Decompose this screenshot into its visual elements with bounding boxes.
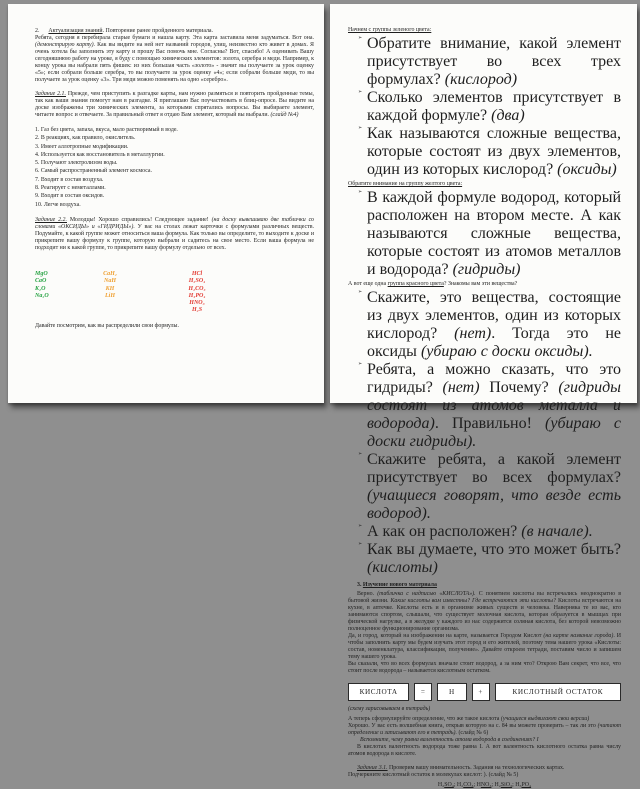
text-segment: Почему? [479,379,559,396]
text-segment: Как вы думаете, что это может быть? [367,541,621,558]
formula-residue-part: NO₃ [480,782,492,788]
red-group-block [348,289,621,577]
question-text [367,523,621,541]
hydrides-column-yellow [80,271,140,315]
question-bullet [348,541,621,577]
arrow-bullet-icon: ➢ [358,451,363,457]
text-segment: . Правильно! [434,415,546,432]
formula: MgO [35,270,48,277]
diagram-box-equals: = [414,683,432,701]
question-text [367,361,621,451]
answer: (нет) [454,325,492,342]
question-text [367,189,621,279]
yellow-group-block [348,181,621,279]
acid-scheme-diagram [348,683,621,701]
formula: H₂SO₄ [188,278,206,285]
yellow-group-heading: Обратите внимание на группу желтого цвета: [348,181,463,187]
intro-paragraph [35,35,314,84]
question-bullet [348,35,621,89]
formula: Na₂O [35,292,49,299]
formula-hydrogen-part: H₂ [494,782,501,788]
formula [456,782,477,788]
arrow-bullet-icon: ➢ [358,189,363,195]
section-title: Актуализация знаний [48,28,103,34]
text-segment: Да, и город, который на изображении на карте, называется Городом Кислот [348,633,544,639]
arrow-bullet-icon: ➢ [358,361,363,367]
stage-direction: (убираю с доски оксиды). [420,343,593,360]
text-segment: Прежде, чем приступить к разгадке карты, нам нужно размяться и повторить пройденные темы, так как ваши знания помогут нам в разгадке. Я приглашаю Вас поучаствовать в блиц-опросе. Вы видите на доске изображены три химических элемента, за которыми спрятались вопросы. Вы выбираете элемент, читаете вопрос и отвечаете. За правильный ответ я отдаю Вам элемент, который вы выбрали. [35,91,314,118]
formula: CaH₂ [103,270,117,277]
right-page [330,4,637,788]
valence-question-line: Вспомните, чему равна валентность атома водорода в соединениях? I [360,737,539,743]
stage-direction: (на карте название города) [543,633,614,639]
question-text [367,89,621,125]
formula-hydrogen-part: H₂ [456,782,464,788]
text-segment: А как он расположен? [367,523,522,540]
question: Какие кислоты вам известны? Где встречаются эти кислоты? [390,598,556,604]
question-text [367,451,621,523]
formula-hydrogen-part: H₃ [515,782,522,788]
acids-column-red [152,271,242,315]
green-group-block [348,27,621,179]
quiz-item: 7. Входит в состав воздуха. [35,176,104,183]
section-3-heading [348,582,621,589]
arrow-bullet-icon: ➢ [358,541,363,547]
formula [476,782,495,788]
valence-explanation: В кислотах валентность водорода тоже равна I. А вот валентность кислотного остатка равна числу атомов водорода в кислоте. [348,744,621,757]
section-title: Изучение нового материала [362,582,437,588]
stage-direction: (на доску вывешиваю две таблички со словами «ОКСИДЫ» и «ГИДРИДЫ»). [35,216,314,230]
closing-line: Давайте посмотрим, как вы распределили свои формулы. [35,322,179,329]
formula [515,782,531,788]
new-material-paragraph-2 [348,633,621,661]
stage-direction: (учащиеся выдвигают свои версии) [500,716,590,722]
text-segment: . Тогда это не оксиды [367,325,622,360]
question: Обратите внимание, какой элемент присутствует во всех трех формулах? [367,35,621,88]
quiz-item: 10. Легче воздуха. [35,201,81,208]
answer: (два) [491,107,525,124]
oxides-column-green [35,271,80,315]
text-segment: Проверим вашу внимательность. Задания на технологических картах. [387,765,565,771]
section-number: 3. [357,582,363,588]
arrow-bullet-icon: ➢ [358,89,363,95]
question: Как называются сложные вещества, которые состоят из двух элементов, один из которых кислород? [367,125,621,178]
slide-reference: (слайд № 6) [457,730,489,736]
formula-residue-part: SiO₃ [500,782,513,788]
section-subtitle: . Повторение ранее пройденного материала. [102,28,214,34]
separator: ; [491,782,495,788]
formula: K₂O [35,285,46,292]
text-segment: ? Знакомы вам эти вещества? [443,281,518,287]
text-segment: Скажите, это вещества, состоящие из двух элементов, один из которых кислород? [367,289,621,342]
formula: H₃PO₄ [188,292,206,299]
formula [438,782,454,788]
diagram-box-acid-residue: КИСЛОТНЫЙ ОСТАТОК [495,683,621,701]
arrow-bullet-icon: ➢ [358,289,363,295]
text-segment: А вот еще одна [348,281,388,287]
task-3-1-paragraph [348,765,621,772]
formula: CaO [35,278,47,285]
quiz-item: 4. Используется как восстановитель в металлургии. [35,151,165,158]
formula: HNO₃ [189,300,205,307]
left-page [8,4,324,403]
new-material-paragraph-3: Вы сказали, что во всех формулах вначале стоит водород, а за ним что? Открою Вам секрет, что все, что стоит после водорода – называется кислотным остатком. [348,661,621,674]
quiz-item: 5. Получают электролизом воды. [35,160,118,167]
question-text [367,541,621,577]
stage-direction: (убираю с доски гидриды). [367,415,621,450]
question-text [367,289,621,361]
task-2-1-label: Задание 2.1. [35,91,66,97]
question-text [367,35,621,89]
text-segment: Кислоты встречаются на кухне, в аптечке. Кислоты есть и в организме живых существ и человека. Наверняка те из вас, кто занимаются спортом, слышали, что существует молочная кислота, которая образуется в мышцах при физической нагрузке, а в желудке у каждого из нас содержится соляная кислота, без которой невозможно полноценное функционирование организма. [348,598,621,632]
text-segment: Как вы видите на ней нет названий городов, улиц, неизвестно кто живет в домах. Я очень хотела бы заполнить эту карту и прошу Вас помочь мне. Согласны? Вот, спасибо! А оценивать Вашу сегодняшнюю работу на уроке, я буду с помощью химических элементов: золота, серебра и меди. Например, к концу урока вы набрали пять фишек: из них большая часть «золото» - значит вы получаете за урок оценку «5»; если собрали больше серебра, то вы получаете за урок оценку «4»; если собрали больше меди, то вы получаете за урок оценку «3». Три меди можно поменять на одно «серебро». [35,42,314,83]
formula-card-columns [35,271,314,315]
question-bullet [348,125,621,179]
formula-residue-part: CO₃ [463,782,474,788]
arrow-bullet-icon: ➢ [358,35,363,41]
separator: ; [512,782,516,788]
diagram-box-plus: + [472,683,490,701]
question-bullet [348,289,621,361]
slide-reference: (слайд №4) [270,112,299,118]
text-segment: У вас на столах лежат карточки с формулами различных веществ. Подумайте, к какой группе может относиться ваша формула. Как только вы определите, то выходите к доске и прикрепите вашу формулу к группе, которую выбрали и садитесь на свое место. Если ваша формула не подходит ни к какой группе, то прикрепите вашу формулу отдельно от всех. [35,223,315,251]
answer: (нет) [442,379,480,396]
answer: (гидриды состоят из атомов металла и водорода) [367,379,621,432]
formula: H₂S [191,307,203,314]
arrow-bullet-icon: ➢ [358,523,363,529]
text-segment: С понятием кислоты вы встречались неоднократно в бытовой жизни. [348,591,621,604]
formula-residue-part: PO₄ [521,782,532,788]
text-segment: Ребята, сегодня я перебирала старые бумаги и нашла карту. Эта карта заставила меня задуматься. Вот она. [35,35,314,41]
separator: ; [453,782,457,788]
text-segment: Молодцы! Хорошо справились! Следующее задание! [66,216,212,223]
formula [494,782,516,788]
answer: (оксиды) [557,161,617,178]
diagram-box-hydrogen: Н [437,683,467,701]
quiz-item: 6. Самый распространенный элемент космоса. [35,168,152,175]
definition-line [348,716,621,723]
formula: HCl [191,270,203,277]
answer: (кислоты) [367,559,438,576]
formula-hydrogen-part: H₂ [437,782,445,788]
red-group-phrase: группа красного цвета [387,281,444,287]
section-2-heading [35,28,314,35]
quiz-item: 3. Имеет аллотропные модификации. [35,143,129,150]
task-2-2-label: Задание 2.2. [35,216,67,223]
question: В каждой формуле водород, который расположен на втором месте. А как называются сложные вещества, которые состоят из атомов металлов и водорода? [367,189,621,278]
separator: ; [473,782,477,788]
answer: (в начале). [521,523,593,540]
quiz-item: 8. Реагирует с неметаллами. [35,185,106,192]
task-2-1-paragraph [35,91,314,119]
formula: H₂CO₃ [188,285,206,292]
section-number: 2. [35,28,40,34]
answer: (кислород) [444,71,518,88]
text-segment: Ребята, а можно сказать, что это гидриды? [367,361,621,396]
answer: (учащиеся говорят, что везде есть водород). [367,487,621,522]
quiz-item: 1. Газ без цвета, запаха, вкуса, мало растворимый в воде. [35,127,178,133]
question-bullet [348,361,621,451]
formula-hydrogen-part: H [476,782,481,788]
scheme-note: (схему зарисовываем в тетрадь) [348,706,431,712]
underline-residue-instruction: Подчеркните кислотный остаток в молекулах кислот: ). (слайд № 5) [348,772,519,778]
answer: (гидриды) [452,261,521,278]
diagram-box-acid: КИСЛОТА [348,683,409,701]
text-segment: Верно. [357,591,378,597]
new-material-paragraph-1 [348,591,621,633]
formula-residue-part: SO₄ [444,782,454,788]
red-group-intro [348,281,621,288]
acid-formulas-line [348,782,621,789]
text-segment: А теперь сформулируйте определение, что же такое кислота [348,716,501,722]
arrow-bullet-icon: ➢ [358,125,363,131]
text-segment: Скажите ребята, а какой элемент присутствует во всех формулах? [367,451,621,486]
formula: LiH [105,292,115,299]
text-segment: . И чтобы заполнить карту мы будем изучать этот город и его жителей, поэтому тема нашего урока «Кислоты: состав, номенклатура, классификация, получение». Давайте откроем тетради, поставим число и запишем тему нашего урока. [348,633,621,660]
task-3-1-label: Задание 3.1. [357,765,388,771]
stage-direction: (читают определение и записывают его в тетрадь). [348,723,621,736]
task-2-2-paragraph [35,217,314,252]
stage-direction: (табличка с надписью «КИСЛОТА»). [377,591,476,597]
question-bullet [348,189,621,279]
question: Сколько элементов присутствует в каждой формуле? [367,89,621,124]
blitz-quiz-list [35,126,314,209]
question-bullet [348,89,621,125]
quiz-item: 2. В реакциях, как правило, окислитель. [35,135,136,142]
stage-direction: (демонстрирую карту). [35,42,96,48]
quiz-item: 9. Входит в состав оксидов. [35,193,105,200]
question-bullet [348,523,621,541]
book-check-line [348,723,621,737]
text-segment: Хорошо. У вас есть волшебная книга, открыв которую на с. 84 вы можете проверить – так ли это [348,723,598,729]
green-group-heading: Начнем с группы зеленого цвета: [348,27,432,33]
question-text [367,125,621,179]
formula: KH [105,285,115,292]
formula: NaH [104,278,116,285]
question-bullet [348,451,621,523]
